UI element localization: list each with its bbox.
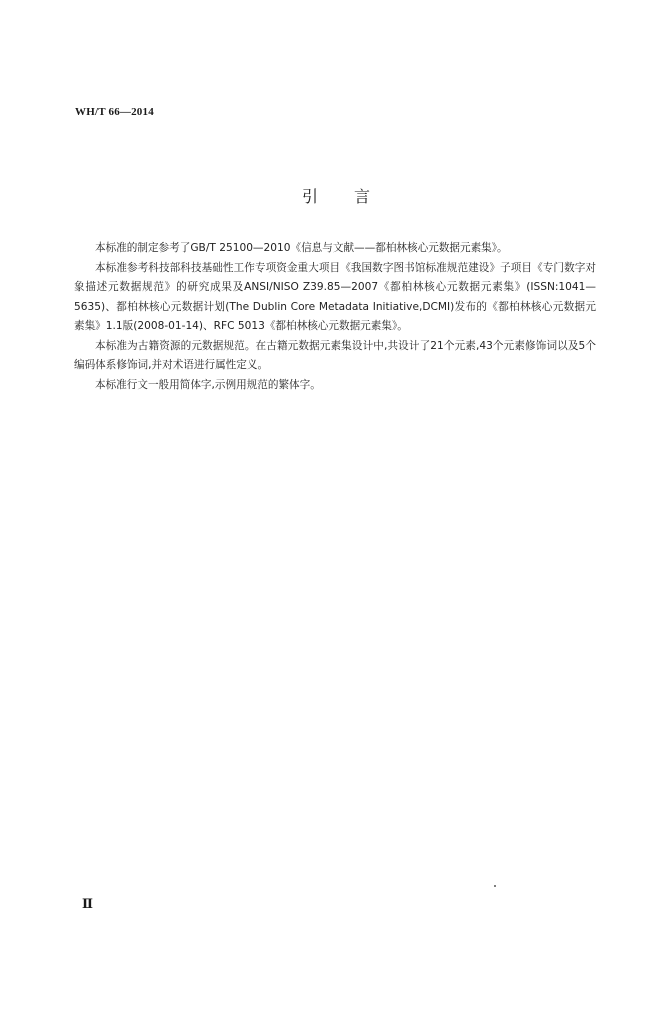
paragraph: 本标准行文一般用简体字,示例用规范的繁体字。 — [95, 378, 321, 391]
page-number: Ⅱ — [82, 896, 93, 911]
scan-speck — [494, 885, 496, 887]
standard-code: WH/T 66—2014 — [75, 106, 154, 118]
paragraph: 本标准为古籍资源的元数据规范。在古籍元数据元素集设计中,共设计了21个元素,43个元素修饰词以及5个编码体系修饰词,并对术语进行属性定义。 — [74, 339, 596, 371]
document-body — [74, 239, 596, 395]
paragraph: 本标准参考科技部科技基础性工作专项资金重大项目《我国数字图书馆标准规范建设》子项目《专门数字对象描述元数据规范》的研究成果及ANSI/NISO Z39.85—2007《都柏林核心元数据元素集》(ISSN:1041—5635)、都柏林核心元数据计划(The Dublin Core Metadata Initiative,DCMI)发布的《都柏林核心元数据元素集》1.1版(2008-01-14)、RFC 5013《都柏林核心元数据元素集》。 — [74, 261, 596, 332]
paragraph: 本标准的制定参考了GB/T 25100—2010《信息与文献——都柏林核心元数据元素集》。 — [95, 242, 508, 254]
section-title: 引言 — [301, 187, 406, 206]
